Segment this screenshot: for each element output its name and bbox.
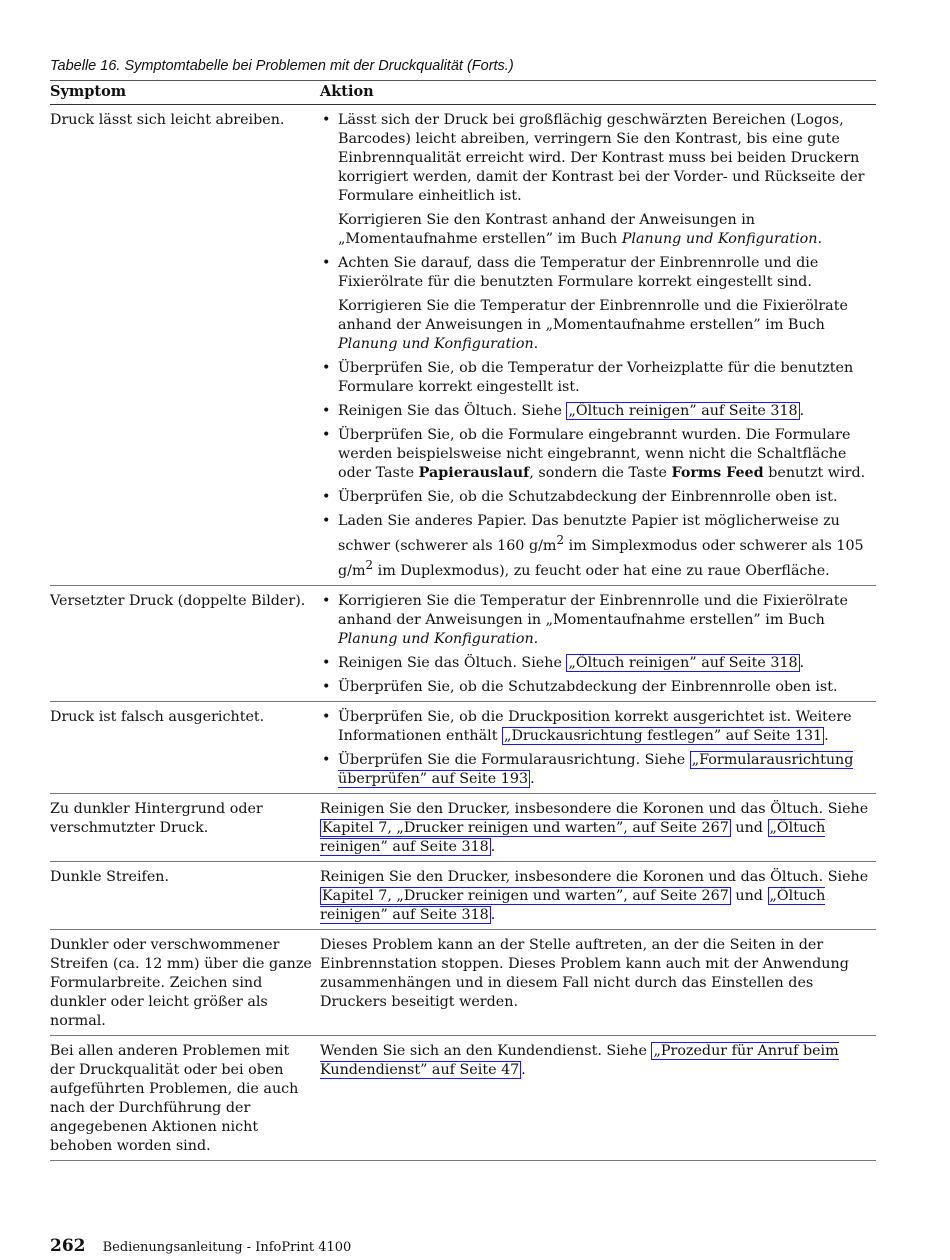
header-action: Aktion <box>320 81 876 105</box>
list-item: • Überprüfen Sie, ob die Schutzabdeckung der Einbrennrolle oben ist. <box>320 678 876 697</box>
cross-reference-link[interactable]: „Öltuch reinigen” auf Seite 318 <box>568 403 798 419</box>
action-list <box>320 111 876 581</box>
symptom-cell: Dunkle Streifen. <box>50 861 320 929</box>
page-number: 262 <box>50 1236 86 1256</box>
header-symptom: Symptom <box>50 81 320 105</box>
action-cell <box>320 585 876 701</box>
key-name: Papierauslauf <box>418 465 530 481</box>
note: Korrigieren Sie die Temperatur der Einbrennrolle und die Fixierölrate anhand der Anweisungen in „Momentaufnahme erstellen” im Buch Planung und Konfiguration. <box>338 298 848 352</box>
table-caption: Tabelle 16. Symptomtabelle bei Problemen mit der Druckqualität (Forts.) <box>50 58 514 74</box>
symptom-table <box>50 80 876 1161</box>
action-cell: Reinigen Sie den Drucker, insbesondere die Koronen und das Öltuch. Siehe Kapitel 7, „Drucker reinigen und warten”, auf Seite 267 und „Öltuch reinigen” auf Seite 318 . <box>320 861 876 929</box>
symptom-cell: Versetzter Druck (doppelte Bilder). <box>50 585 320 701</box>
action-list <box>320 592 876 697</box>
cross-reference-link[interactable]: „Öltuch reinigen” auf Seite 318 <box>320 887 826 923</box>
symptom-cell: Druck lässt sich leicht abreiben. <box>50 105 320 586</box>
table-header-row <box>50 81 876 105</box>
list-item: • Überprüfen Sie die Formularausrichtung. Siehe „Formularausrichtung überprüfen” auf Seite 193 . <box>320 751 876 789</box>
footer-title: Bedienungsanleitung - InfoPrint 4100 <box>102 1240 352 1255</box>
page-footer <box>50 1236 351 1256</box>
action-cell: Dieses Problem kann an der Stelle auftreten, an der die Seiten in der Einbrennstation stoppen. Dieses Problem kann auch mit der Anwendung zusammenhängen und in diesem Fall nicht durch das Einstellen des Druckers beseitigt werden. <box>320 929 876 1035</box>
table-row <box>50 929 876 1035</box>
list-item: • Überprüfen Sie, ob die Druckposition korrekt ausgerichtet ist. Weitere Informationen enthält „Druckausrichtung festlegen” auf Seite 131 . <box>320 708 876 746</box>
action-list <box>320 708 876 789</box>
cross-reference-link[interactable]: „Öltuch reinigen” auf Seite 318 <box>568 654 798 671</box>
list-item: • Lässt sich der Druck bei großflächig geschwärzten Bereichen (Logos, Barcodes) leicht abreiben, verringern Sie den Kontrast, bis eine gute Einbrennqualität erreicht wird. Der Kontrast muss bei beiden Druckern korrigiert werden, damit der Kontrast bei der Vorder- und Rückseite der Formulare einheitlich ist. Korrigieren Sie den Kontrast anhand der Anweisungen in „Momentaufnahme erstellen” im Buch Planung und Konfiguration. <box>320 111 876 249</box>
list-item: • Überprüfen Sie, ob die Schutzabdeckung der Einbrennrolle oben ist. <box>320 488 876 507</box>
table-row <box>50 1035 876 1160</box>
table-row <box>50 585 876 701</box>
list-item: • Überprüfen Sie, ob die Temperatur der Vorheizplatte für die benutzten Formulare korrekt eingestellt ist. <box>320 359 876 397</box>
list-item: • Achten Sie darauf, dass die Temperatur der Einbrennrolle und die Fixierölrate für die benutzten Formulare korrekt eingestellt sind. Korrigieren Sie die Temperatur der Einbrennrolle und die Fixierölrate anhand der Anweisungen in „Momentaufnahme erstellen” im Buch Planung und Konfiguration. <box>320 254 876 354</box>
action-cell: Wenden Sie sich an den Kundendienst. Siehe „Prozedur für Anruf beim Kundendienst” auf Seite 47 . <box>320 1035 876 1160</box>
symptom-cell: Bei allen anderen Problemen mit der Druckqualität oder bei oben aufgeführten Problemen, die auch nach der Durchführung der angegebenen Aktionen nicht behoben worden sind. <box>50 1035 320 1160</box>
table-row <box>50 861 876 929</box>
table-row <box>50 793 876 861</box>
action-cell <box>320 701 876 793</box>
list-item: • Überprüfen Sie, ob die Formulare eingebrannt wurden. Die Formulare werden beispielsweise nicht eingebrannt, wenn nicht die Schaltfläche oder Taste Papierauslauf, sondern die Taste Forms Feed benutzt wird. <box>320 426 876 483</box>
action-cell <box>320 105 876 586</box>
cross-reference-link[interactable]: „Prozedur für Anruf beim Kundendienst” auf Seite 47 <box>320 1042 839 1078</box>
symptom-cell: Druck ist falsch ausgerichtet. <box>50 701 320 793</box>
cross-reference-link[interactable]: „Öltuch reinigen” auf Seite 318 <box>320 819 826 855</box>
cross-reference-link[interactable]: „Druckausrichtung festlegen” auf Seite 131 <box>504 727 823 744</box>
action-cell: Reinigen Sie den Drucker, insbesondere die Koronen und das Öltuch. Siehe Kapitel 7, „Drucker reinigen und warten”, auf Seite 267 und „Öltuch reinigen” auf Seite 318 . <box>320 793 876 861</box>
note: Korrigieren Sie den Kontrast anhand der Anweisungen in „Momentaufnahme erstellen” im Buch Planung und Konfiguration. <box>338 212 823 247</box>
cross-reference-link[interactable]: Kapitel 7, „Drucker reinigen und warten”, auf Seite 267 <box>322 819 729 836</box>
list-item: • Reinigen Sie das Öltuch. Siehe „Öltuch reinigen” auf Seite 318 . <box>320 654 876 673</box>
table-row <box>50 701 876 793</box>
cross-reference-link[interactable]: „Formularausrichtung überprüfen” auf Seite 193 <box>338 751 854 787</box>
symptom-cell: Dunkler oder verschwommener Streifen (ca. 12 mm) über die ganze Formularbreite. Zeichen sind dunkler oder leicht größer als normal. <box>50 929 320 1035</box>
list-item: • Reinigen Sie das Öltuch. Siehe „Öltuch reinigen” auf Seite 318 . <box>320 402 876 421</box>
key-name: Forms Feed <box>671 465 764 481</box>
cross-reference-link[interactable]: Kapitel 7, „Drucker reinigen und warten”, auf Seite 267 <box>322 887 729 904</box>
table-row <box>50 105 876 586</box>
symptom-cell: Zu dunkler Hintergrund oder verschmutzter Druck. <box>50 793 320 861</box>
list-item: • Korrigieren Sie die Temperatur der Einbrennrolle und die Fixierölrate anhand der Anweisungen in „Momentaufnahme erstellen” im Buch Planung und Konfiguration. <box>320 592 876 649</box>
list-item: • Laden Sie anderes Papier. Das benutzte Papier ist möglicherweise zu schwer (schwerer als 160 $g/m^2$ im Simplexmodus oder schwerer als 105 $g/m^2$ im Duplexmodus), zu feucht oder hat eine zu raue Oberfläche. <box>320 512 876 581</box>
document-page <box>50 58 876 1161</box>
